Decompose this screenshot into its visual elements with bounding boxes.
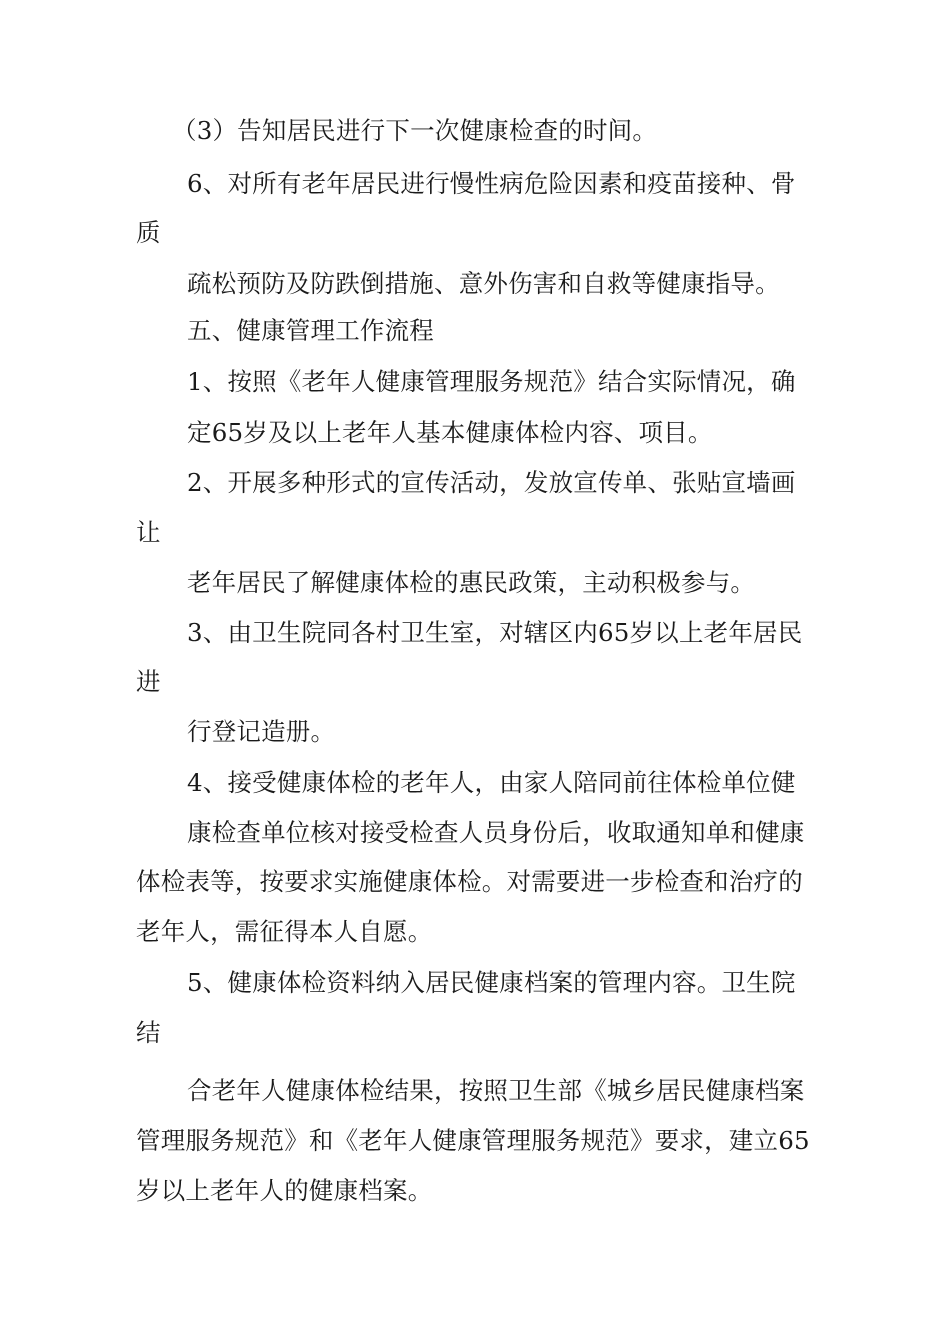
text-line: 3、由卫生院同各村卫生室，对辖区内65岁以上老年居民 [187,618,803,647]
text-line: 行登记造册。 [187,717,336,746]
text-line: （3）告知居民进行下一次健康检查的时间。 [172,116,658,145]
text-line: 6、对所有老年居民进行慢性病危险因素和疫苗接种、骨 [187,169,796,198]
text-line: 合老年人健康体检结果，按照卫生部《城乡居民健康档案 [187,1076,805,1105]
text-line: 结 [136,1018,161,1047]
section-heading: 五、健康管理工作流程 [187,316,434,345]
text-line: 让 [136,518,161,547]
text-line: 老年人，需征得本人自愿。 [136,917,433,946]
text-line: 4、接受健康体检的老年人，由家人陪同前往体检单位健 [187,768,796,797]
text-line: 5、健康体检资料纳入居民健康档案的管理内容。卫生院 [187,968,796,997]
text-line: 岁以上老年人的健康档案。 [136,1176,433,1205]
text-line: 老年居民了解健康体检的惠民政策，主动积极参与。 [187,568,756,597]
text-line: 2、开展多种形式的宣传活动，发放宣传单、张贴宣墙画 [187,468,796,497]
text-line: 定65岁及以上老年人基本健康体检内容、项目。 [187,418,713,447]
text-line: 疏松预防及防跌倒措施、意外伤害和自救等健康指导。 [187,269,780,298]
text-line: 体检表等，按要求实施健康体检。对需要进一步检查和治疗的 [136,867,803,896]
text-line: 1、按照《老年人健康管理服务规范》结合实际情况，确 [187,367,796,396]
text-line: 管理服务规范》和《老年人健康管理服务规范》要求，建立65 [136,1126,810,1155]
text-line: 进 [136,667,161,696]
text-line: 康检查单位核对接受检查人员身份后，收取通知单和健康 [187,818,805,847]
text-line: 质 [136,218,161,247]
